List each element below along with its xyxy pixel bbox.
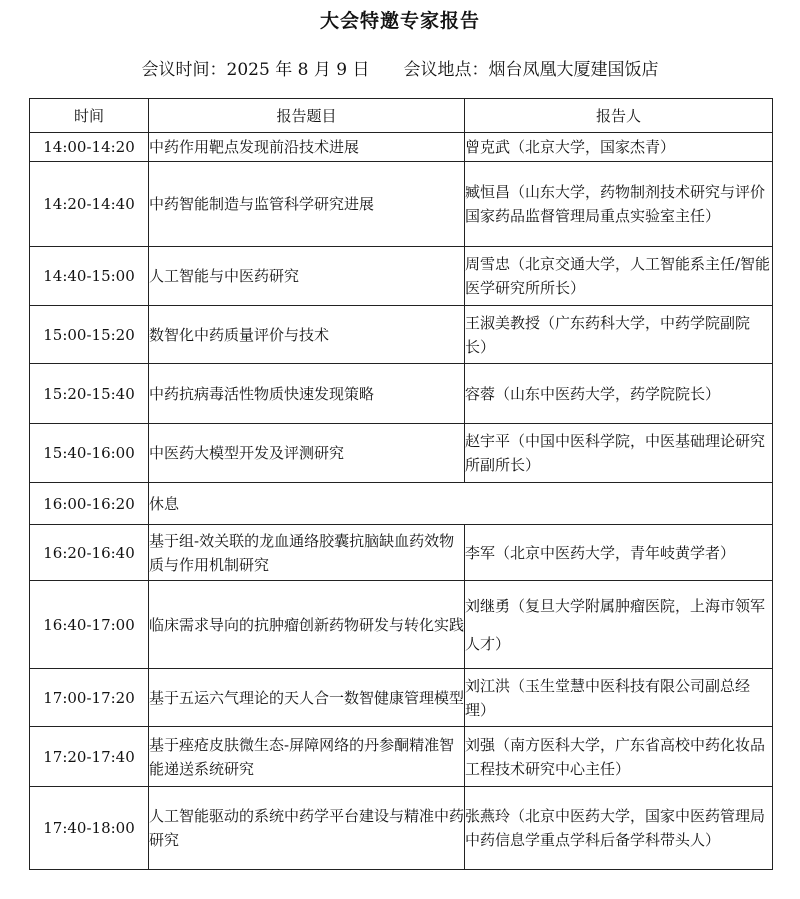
table-row — [30, 787, 773, 870]
time-cell: 14:40-15:00 — [30, 247, 149, 306]
header-topic: 报告题目 — [149, 99, 465, 133]
speaker-cell: 臧恒昌（山东大学，药物制剂技术研究与评价国家药品监督管理局重点实验室主任） — [465, 162, 773, 247]
table-row — [30, 247, 773, 306]
speaker-cell: 刘江洪（玉生堂慧中医科技有限公司副总经理） — [465, 669, 773, 727]
speaker-cell: 容蓉（山东中医药大学，药学院院长） — [465, 364, 773, 424]
topic-cell: 数智化中药质量评价与技术 — [149, 306, 465, 364]
speaker-cell: 曾克武（北京大学，国家杰青） — [465, 133, 773, 162]
table-row — [30, 727, 773, 787]
time-cell: 16:40-17:00 — [30, 581, 149, 669]
time-cell: 14:20-14:40 — [30, 162, 149, 247]
speaker-cell: 刘继勇（复旦大学附属肿瘤医院，上海市领军人才） — [465, 581, 773, 669]
topic-cell: 临床需求导向的抗肿瘤创新药物研发与转化实践 — [149, 581, 465, 669]
time-cell: 17:40-18:00 — [30, 787, 149, 870]
speaker-cell: 李军（北京中医药大学，青年岐黄学者） — [465, 525, 773, 581]
topic-cell: 基于五运六气理论的天人合一数智健康管理模型 — [149, 669, 465, 727]
topic-cell: 人工智能与中医药研究 — [149, 247, 465, 306]
time-cell: 15:40-16:00 — [30, 424, 149, 483]
table-row — [30, 306, 773, 364]
time-cell: 17:20-17:40 — [30, 727, 149, 787]
topic-cell: 中药智能制造与监管科学研究进展 — [149, 162, 465, 247]
time-cell: 16:00-16:20 — [30, 483, 149, 525]
time-cell: 15:20-15:40 — [30, 364, 149, 424]
meeting-time: 会议时间：2025 年 8 月 9 日 — [141, 60, 370, 80]
topic-cell: 中医药大模型开发及评测研究 — [149, 424, 465, 483]
topic-cell: 中药抗病毒活性物质快速发现策略 — [149, 364, 465, 424]
time-cell: 16:20-16:40 — [30, 525, 149, 581]
table-row — [30, 133, 773, 162]
time-cell: 17:00-17:20 — [30, 669, 149, 727]
speaker-cell: 张燕玲（北京中医药大学，国家中医药管理局中药信息学重点学科后备学科带头人） — [465, 787, 773, 870]
topic-cell: 基于痤疮皮肤微生态-屏障网络的丹参酮精准智能递送系统研究 — [149, 727, 465, 787]
table-row — [30, 364, 773, 424]
table-row — [30, 162, 773, 247]
table-row-break — [30, 483, 773, 525]
table-row — [30, 424, 773, 483]
topic-cell: 中药作用靶点发现前沿技术进展 — [149, 133, 465, 162]
table-header-row — [30, 99, 773, 133]
topic-cell: 基于组-效关联的龙血通络胶囊抗脑缺血药效物质与作用机制研究 — [149, 525, 465, 581]
header-time: 时间 — [30, 99, 149, 133]
speaker-cell: 赵宇平（中国中医科学院，中医基础理论研究所副所长） — [465, 424, 773, 483]
time-cell: 14:00-14:20 — [30, 133, 149, 162]
meeting-info — [0, 55, 800, 80]
topic-cell: 休息 — [149, 483, 773, 525]
table-row — [30, 669, 773, 727]
speaker-cell: 王淑美教授（广东药科大学，中药学院副院长） — [465, 306, 773, 364]
topic-cell: 人工智能驱动的系统中药学平台建设与精准中药研究 — [149, 787, 465, 870]
table-row — [30, 525, 773, 581]
header-speaker: 报告人 — [465, 99, 773, 133]
page-title: 大会特邀专家报告 — [319, 10, 480, 32]
table-row — [30, 581, 773, 669]
meeting-place: 会议地点：烟台凤凰大厦建国饭店 — [403, 60, 659, 80]
speaker-cell: 周雪忠（北京交通大学，人工智能系主任/智能医学研究所所长） — [465, 247, 773, 306]
agenda-table — [29, 98, 773, 870]
speaker-cell: 刘强（南方医科大学，广东省高校中药化妆品工程技术研究中心主任） — [465, 727, 773, 787]
time-cell: 15:00-15:20 — [30, 306, 149, 364]
